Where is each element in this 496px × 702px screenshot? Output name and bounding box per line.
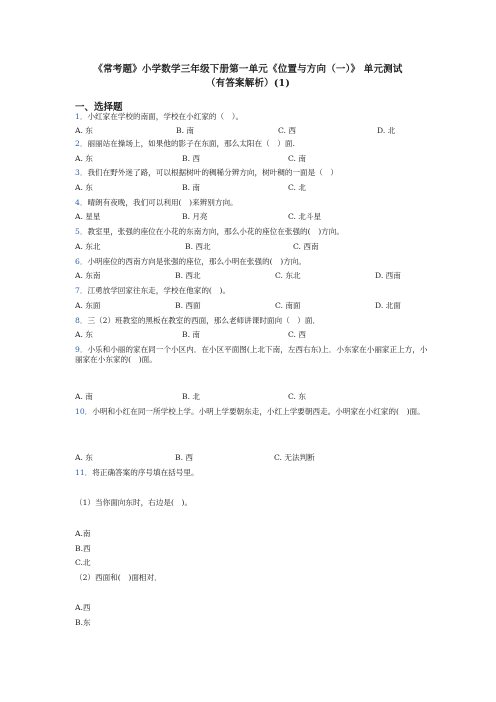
question-11-part-2-option-a: A.西 (75, 603, 91, 612)
question-text: 小明座位的西南方向是张强的座位，那么小明在张强的( )方向。 (87, 257, 306, 266)
question-4-options (75, 212, 435, 222)
option-c: C. 无法判断 (274, 453, 315, 462)
question-number: 7． (75, 286, 88, 295)
question-1-options (75, 126, 435, 136)
question-text: 三（2）班教室的黑板在教室的西面，那么老师讲课时面向（ ）面． (87, 316, 321, 325)
option-a: A. 东 (75, 330, 93, 339)
question-number: 9． (75, 345, 88, 354)
option-d: D. 西南 (375, 271, 401, 280)
question-text: 小明和小红在同一所学校上学。小明上学要朝东走，小红上学要朝西走。小明家在小红家的( )面。 (92, 407, 425, 416)
option-b: B. 月亮 (182, 212, 208, 221)
question-text: 小乐和小丽的家在同一个小区内．在小区平面图(上北下南，左西右东)上．小东家在小丽家正上方，小丽家在小东家的( )面。 (75, 345, 428, 364)
question-number: 1． (75, 112, 88, 121)
option-b: B. 南 (182, 330, 201, 339)
option-a: A. 东 (75, 154, 93, 163)
option-b: B. 西 (175, 453, 194, 462)
question-text: 晴朗有夜晚，我们可以利用( )来辨别方向。 (87, 198, 238, 207)
option-c: C. 北斗星 (288, 212, 322, 221)
question-6 (75, 257, 435, 267)
question-5 (75, 227, 435, 237)
question-8 (75, 316, 435, 326)
question-7 (75, 286, 435, 296)
question-number: 8． (75, 316, 88, 325)
question-7-options (75, 301, 435, 311)
question-3-options (75, 183, 435, 193)
question-11-part-1-option-a: A.南 (75, 529, 91, 538)
question-number: 2． (75, 139, 88, 148)
question-3 (75, 168, 435, 178)
question-2 (75, 139, 435, 149)
question-9-options (75, 392, 435, 402)
question-text: 丽丽站在操场上，如果他的影子在东面，那么太阳在（ ）面. (87, 139, 295, 148)
question-10-options (75, 453, 435, 463)
question-text: 我们在野外迷了路，可以根据树叶的稠稀分辨方向，树叶稠的一面是（ ） (87, 168, 339, 177)
question-text: 将正确答案的序号填在括号里。 (92, 468, 199, 477)
option-b: B. 西北 (185, 242, 211, 251)
option-a: A. 东面 (75, 301, 101, 310)
option-d: D. 北 (377, 126, 396, 135)
option-a: A. 东 (75, 453, 93, 462)
option-b: B. 南 (176, 126, 195, 135)
option-c: C. 北 (288, 183, 306, 192)
question-number: 3． (75, 168, 88, 177)
option-c: C. 西 (288, 330, 306, 339)
question-number: 11． (75, 468, 93, 477)
document-title: 《常考题》小学数学三年级下册第一单元《位置与方向（一）》 单元测试 (93, 64, 403, 75)
question-11-part-2-option-b: B.东 (75, 618, 91, 627)
option-a: A. 东 (75, 183, 93, 192)
question-11-part-1-option-b: B.西 (75, 544, 91, 553)
question-number: 10． (75, 407, 93, 416)
question-number: 6． (75, 257, 88, 266)
section-heading: 一、选择题 (75, 102, 123, 113)
question-text: 小红家在学校的南面，学校在小红家的（ ）。 (87, 112, 244, 121)
question-9 (75, 345, 431, 365)
option-a: A. 东北 (75, 242, 101, 251)
question-4 (75, 198, 435, 208)
question-text: 江勇放学回家往东走，学校在他家的( )。 (87, 286, 231, 295)
option-a: A. 东南 (75, 271, 101, 280)
question-number: 5． (75, 227, 88, 236)
option-c: C. 南 (288, 154, 306, 163)
option-b: B. 南 (182, 183, 201, 192)
option-a: A. 星星 (75, 212, 101, 221)
question-11-part-1: （1）当你面向东时，右边是( )。 (75, 498, 193, 507)
question-8-options (75, 330, 435, 340)
option-c: C. 东 (288, 392, 306, 401)
option-a: A. 南 (75, 392, 93, 401)
question-1 (75, 112, 435, 122)
question-5-options (75, 242, 435, 252)
option-b: B. 西北 (175, 271, 201, 280)
document-subtitle: （有答案解析）(1) (205, 78, 291, 89)
option-c: C. 西 (278, 126, 296, 135)
option-c: C. 南面 (275, 301, 301, 310)
option-c: C. 西南 (293, 242, 319, 251)
question-11 (75, 468, 435, 478)
option-d: D. 北面 (375, 301, 401, 310)
question-text: 教室里，张强的座位在小花的东南方向，那么小花的座位在张强的( )方向。 (87, 227, 344, 236)
question-11-part-1-option-c: C.北 (75, 558, 91, 567)
option-c: C. 东北 (275, 271, 301, 280)
question-11-part-2: （2）西面和( )面相对． (75, 573, 162, 582)
question-2-options (75, 154, 435, 164)
question-number: 4． (75, 198, 88, 207)
option-b: B. 西面 (175, 301, 201, 310)
option-b: B. 西 (182, 154, 201, 163)
question-6-options (75, 271, 435, 281)
option-b: B. 北 (182, 392, 201, 401)
question-10 (75, 407, 431, 417)
option-a: A. 东 (75, 126, 93, 135)
